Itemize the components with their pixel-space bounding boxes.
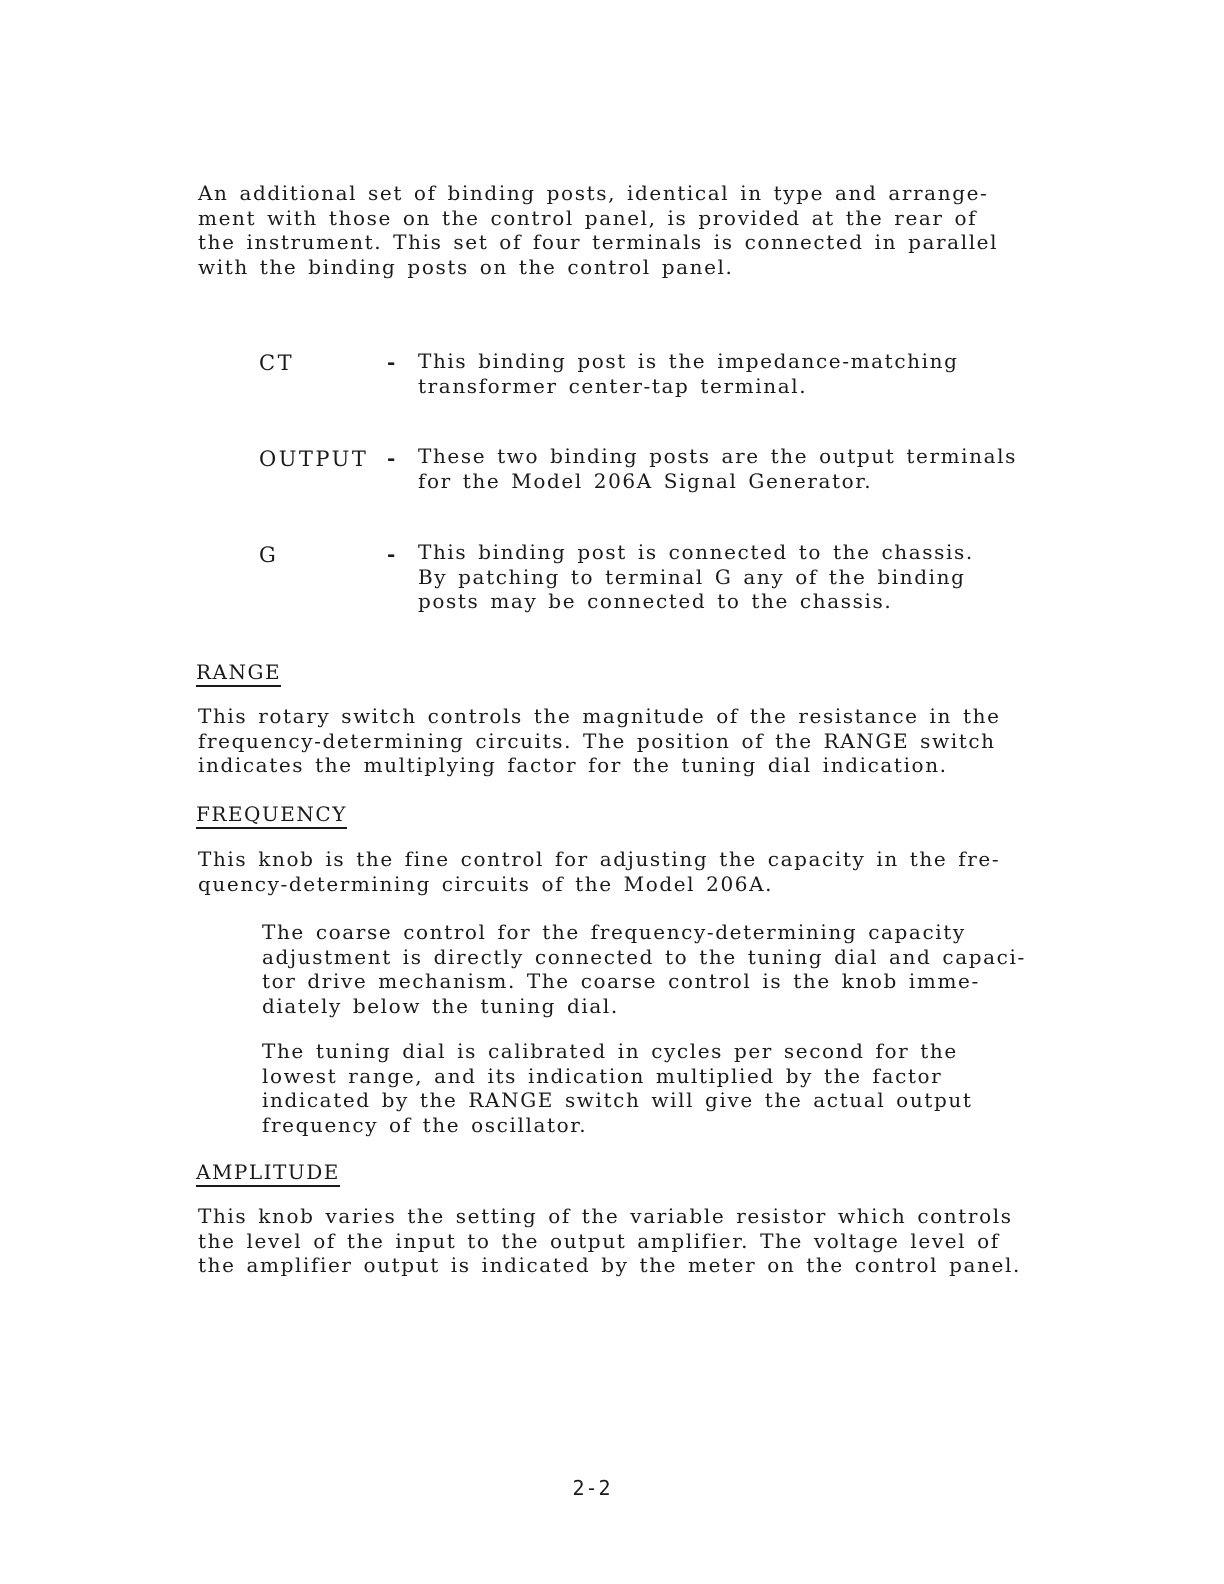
terminal-g-dash: - xyxy=(387,542,396,566)
intro-line: An additional set of binding posts, identical in type and arrange- xyxy=(198,181,989,205)
range-heading: RANGE xyxy=(196,661,281,687)
amplitude-paragraph: This knob varies the setting of the variable resistor which controls the level of the input to the output amplifier. The voltage level of the amplifier output is indicated by the meter on the control panel. xyxy=(198,1204,1021,1277)
intro-line: the instrument. This set of four terminals is connected in parallel xyxy=(198,230,999,254)
intro-paragraph xyxy=(198,181,998,279)
terminal-g-description: This binding post is connected to the chassis. By patching to terminal G any of the binding posts may be connected to the chassis. xyxy=(418,540,974,613)
terminal-ct-description: This binding post is the impedance-matching transformer center-tap terminal. xyxy=(418,349,959,398)
frequency-paragraph: This knob is the fine control for adjusting the capacity in the fre- quency-determining circuits of the Model 206A. xyxy=(198,847,1001,896)
terminal-ct-dash: - xyxy=(387,350,396,374)
terminal-output-label: OUTPUT xyxy=(259,447,369,471)
page-number: 2-2 xyxy=(572,1476,612,1500)
frequency-coarse-paragraph: The coarse control for the frequency-determining capacity adjustment is directly connected to the tuning dial and capaci- tor drive mechanism. The coarse control is the knob imme- diately below the tuning dial. xyxy=(262,920,1026,1018)
terminal-g-label: G xyxy=(259,543,279,567)
intro-line: with the binding posts on the control panel. xyxy=(198,254,734,279)
frequency-dial-paragraph: The tuning dial is calibrated in cycles per second for the lowest range, and its indication multiplied by the factor indicated by the RANGE switch will give the actual output frequency of the oscillator. xyxy=(262,1039,973,1137)
range-paragraph: This rotary switch controls the magnitude of the resistance in the frequency-determining circuits. The position of the RANGE switch indicates the multiplying factor for the tuning dial indication. xyxy=(198,704,1001,777)
intro-line: ment with those on the control panel, is provided at the rear of xyxy=(198,205,978,230)
terminal-output-description: These two binding posts are the output terminals for the Model 206A Signal Generator. xyxy=(418,444,1018,493)
terminal-ct-label: CT xyxy=(259,351,295,375)
terminal-output-dash: - xyxy=(387,446,396,470)
frequency-heading: FREQUENCY xyxy=(196,803,347,829)
amplitude-heading: AMPLITUDE xyxy=(196,1161,340,1187)
